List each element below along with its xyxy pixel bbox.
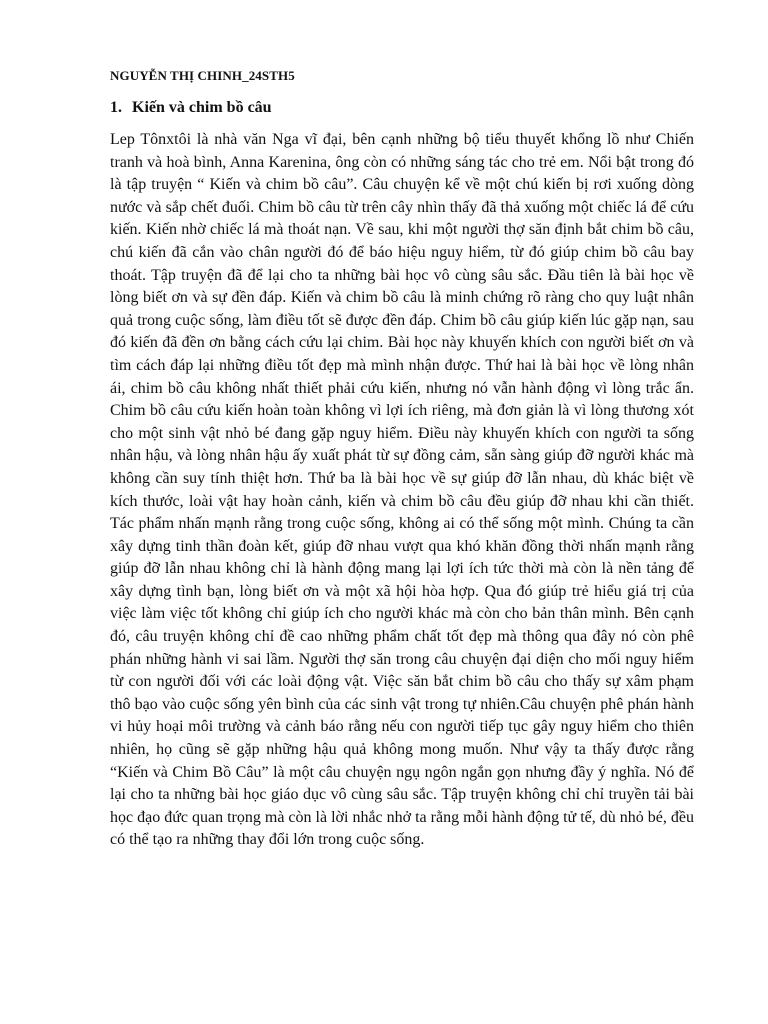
author-line: NGUYỄN THỊ CHINH_24STH5: [110, 68, 295, 83]
body-paragraph: Lep Tônxtôi là nhà văn Nga vĩ đại, bên cạnh những bộ tiểu thuyết khổng lồ như Chiến tranh và hoà bình, Anna Karenina, ông còn có những sáng tác cho trẻ em. Nổi bật trong đó là tập truyện “ Kiến và chim bồ câu”. Câu chuyện kể về một chú kiến bị rơi xuống dòng nước và sắp chết đuối. Chim bồ câu từ trên cây nhìn thấy đã thả xuống một chiếc lá để cứu kiến. Kiến nhờ chiếc lá mà thoát nạn. Về sau, khi một người thợ săn định bắt chim bồ câu, chú kiến đã cắn vào chân người đó để báo hiệu nguy hiểm, từ đó giúp chim bồ câu bay thoát. Tập truyện đã để lại cho ta những bài học vô cùng sâu sắc. Đầu tiên là bài học về lòng biết ơn và sự đền đáp. Kiến và chim bồ câu là minh chứng rõ ràng cho quy luật nhân quả trong cuộc sống, làm điều tốt sẽ được đền đáp. Chim bồ câu giúp kiến lúc gặp nạn, sau đó kiến đã đền ơn bằng cách cứu lại chim. Bài học này khuyến khích con người biết ơn và tìm cách đáp lại những điều tốt đẹp mà mình nhận được. Thứ hai là bài học về lòng nhân ái, chim bồ câu không nhất thiết phải cứu kiến, nhưng nó vẫn hành động vì lòng trắc ẩn. Chim bồ câu cứu kiến hoàn toàn không vì lợi ích riêng, mà đơn giản là vì lòng thương xót cho một sinh vật nhỏ bé đang gặp nguy hiểm. Điều này khuyến khích con người ta sống nhân hậu, và lòng nhân hậu ấy xuất phát từ sự đồng cảm, sẵn sàng giúp đỡ người khác mà không cần suy tính thiệt hơn. Thứ ba là bài học về sự giúp đỡ lẫn nhau, dù khác biệt về kích thước, loài vật hay hoàn cảnh, kiến và chim bồ câu đều giúp đỡ nhau khi cần thiết. Tác phẩm nhấn mạnh rằng trong cuộc sống, không ai có thể sống một mình. Chúng ta cần xây dựng tinh thần đoàn kết, giúp đỡ nhau vượt qua khó khăn đồng thời nhấn mạnh rằng giúp đỡ lẫn nhau không chỉ là hành động mang lại lợi ích tức thời mà còn là nền tảng để xây dựng tình bạn, lòng biết ơn và một xã hội hòa hợp. Qua đó giúp trẻ hiểu giá trị của việc làm việc tốt không chỉ giúp ích cho người khác mà còn cho bản thân mình. Bên cạnh đó, câu truyện không chỉ đề cao những phẩm chất tốt đẹp mà thông qua đây nó còn phê phán những hành vi sai lầm. Người thợ săn trong câu chuyện đại diện cho mối nguy hiểm từ con người đối với các loài động vật. Việc săn bắt chim bồ câu cho thấy sự xâm phạm thô bạo vào cuộc sống yên bình của các sinh vật trong tự nhiên.Câu chuyện phê phán hành vi hủy hoại môi trường và cảnh báo rằng nếu con người tiếp tục gây nguy hiểm cho thiên nhiên, họ cũng sẽ gặp những hậu quả không mong muốn. Như vậy ta thấy được rằng “Kiến và Chim Bồ Câu” là một câu chuyện ngụ ngôn ngắn gọn nhưng đầy ý nghĩa. Nó để lại cho ta những bài học giáo dục vô cùng sâu sắc. Tập truyện không chỉ chỉ truyền tải bài học đạo đức quan trọng mà còn là lời nhắc nhở ta rằng mỗi hành động tử tế, dù nhỏ bé, đều có thể tạo ra những thay đổi lớn trong cuộc sống.: [110, 131, 694, 849]
section-number: 1.: [110, 99, 122, 116]
section-title: Kiến và chim bồ câu: [132, 99, 272, 116]
section-heading: [110, 98, 272, 118]
